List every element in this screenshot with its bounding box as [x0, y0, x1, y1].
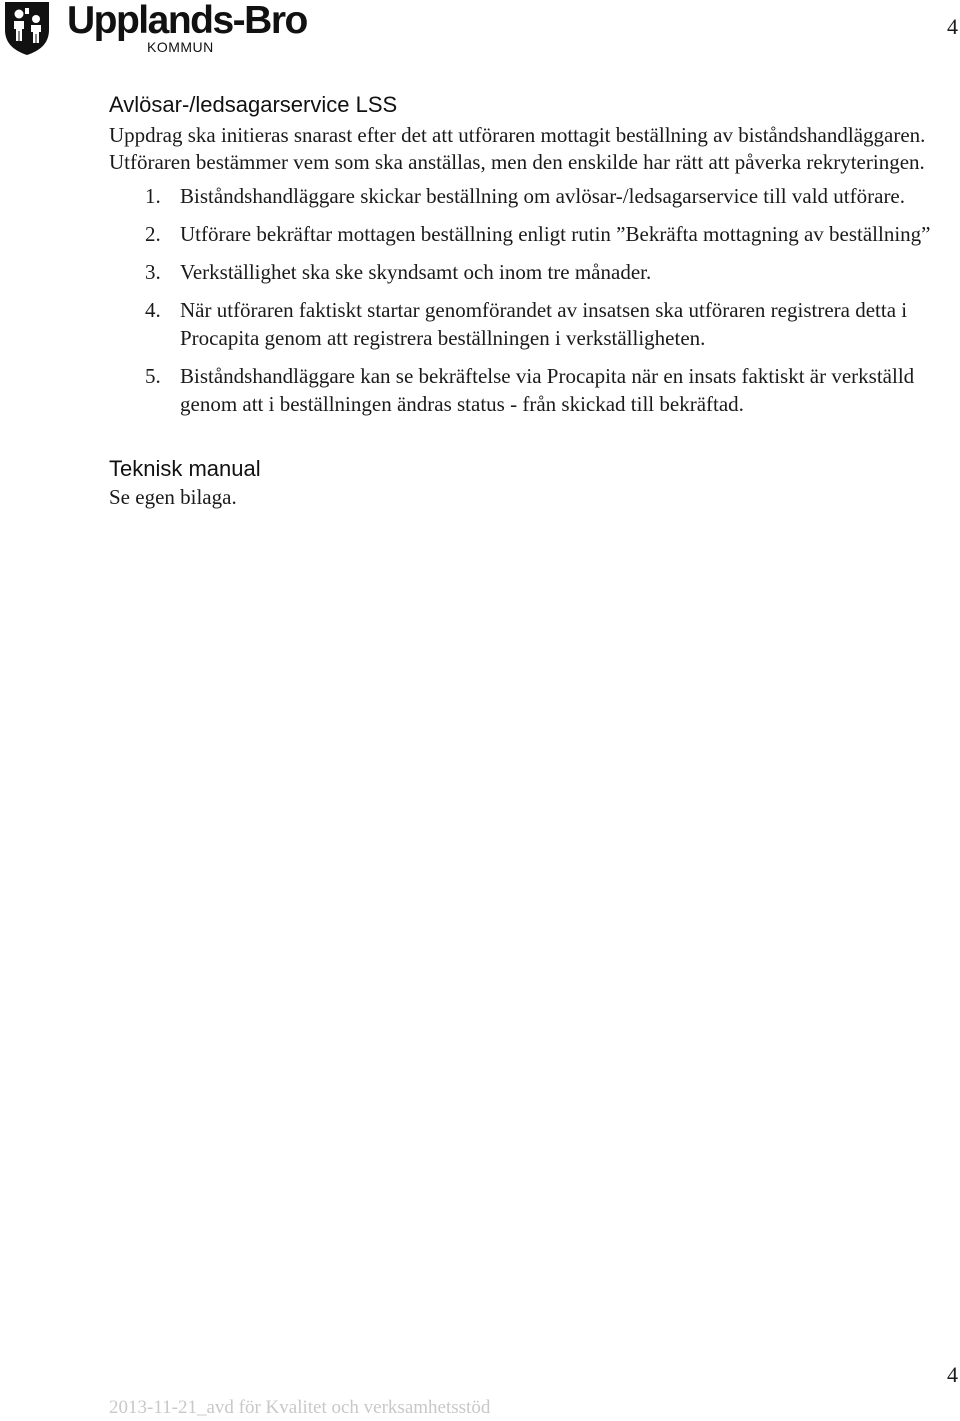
list-item [109, 220, 939, 248]
logo-wordmark: Upplands-Bro [67, 0, 307, 42]
list-item-text: Biståndshandläggare kan se bekräftelse via Procapita när en insats faktiskt är verkställd genom att i beställningen ändras status - från skickad till bekräftad. [180, 364, 915, 416]
steps-list [109, 182, 939, 418]
logo-subtitle: KOMMUN [147, 39, 214, 55]
list-item-number: 3. [145, 260, 161, 284]
list-item [109, 362, 939, 418]
list-item-text: Biståndshandläggare skickar beställning om avlösar-/ledsagarservice till vald utförare. [180, 184, 906, 208]
footer-text: 2013-11-21_avd för Kvalitet och verksamhetsstöd [109, 1397, 491, 1418]
list-item-text: Utförare bekräftar mottagen beställning enligt rutin ”Bekräfta mottagning av beställning” [180, 222, 931, 246]
list-item [109, 258, 939, 286]
document-body [109, 90, 939, 511]
list-item-text: Verkställighet ska ske skyndsamt och inom tre månader. [180, 260, 652, 284]
list-item [109, 182, 939, 210]
coat-of-arms-icon [3, 0, 51, 56]
footer-page-number: 4 [947, 1362, 958, 1387]
section-heading-avlosar: Avlösar-/ledsagarservice LSS [109, 92, 398, 117]
section-intro-paragraph: Uppdrag ska initieras snarast efter det att utföraren mottagit beställning av biståndshandläggaren. Utföraren bestämmer vem som ska anställas, men den enskilde har rätt att påverka rekryteringen. [109, 123, 926, 174]
list-item-number: 2. [145, 222, 161, 246]
list-item-number: 1. [145, 184, 161, 208]
municipality-logo [3, 0, 333, 58]
list-item-number: 5. [145, 364, 161, 388]
section-heading-teknisk-manual: Teknisk manual [109, 456, 261, 481]
list-item [109, 296, 939, 352]
list-item-text: När utföraren faktiskt startar genomförandet av insatsen ska utföraren registrera detta i Procapita genom att registrera beställningen i verkställigheten. [180, 298, 908, 350]
header-page-number: 4 [947, 14, 958, 39]
list-item-number: 4. [145, 298, 161, 322]
section-text-teknisk-manual: Se egen bilaga. [109, 485, 237, 509]
